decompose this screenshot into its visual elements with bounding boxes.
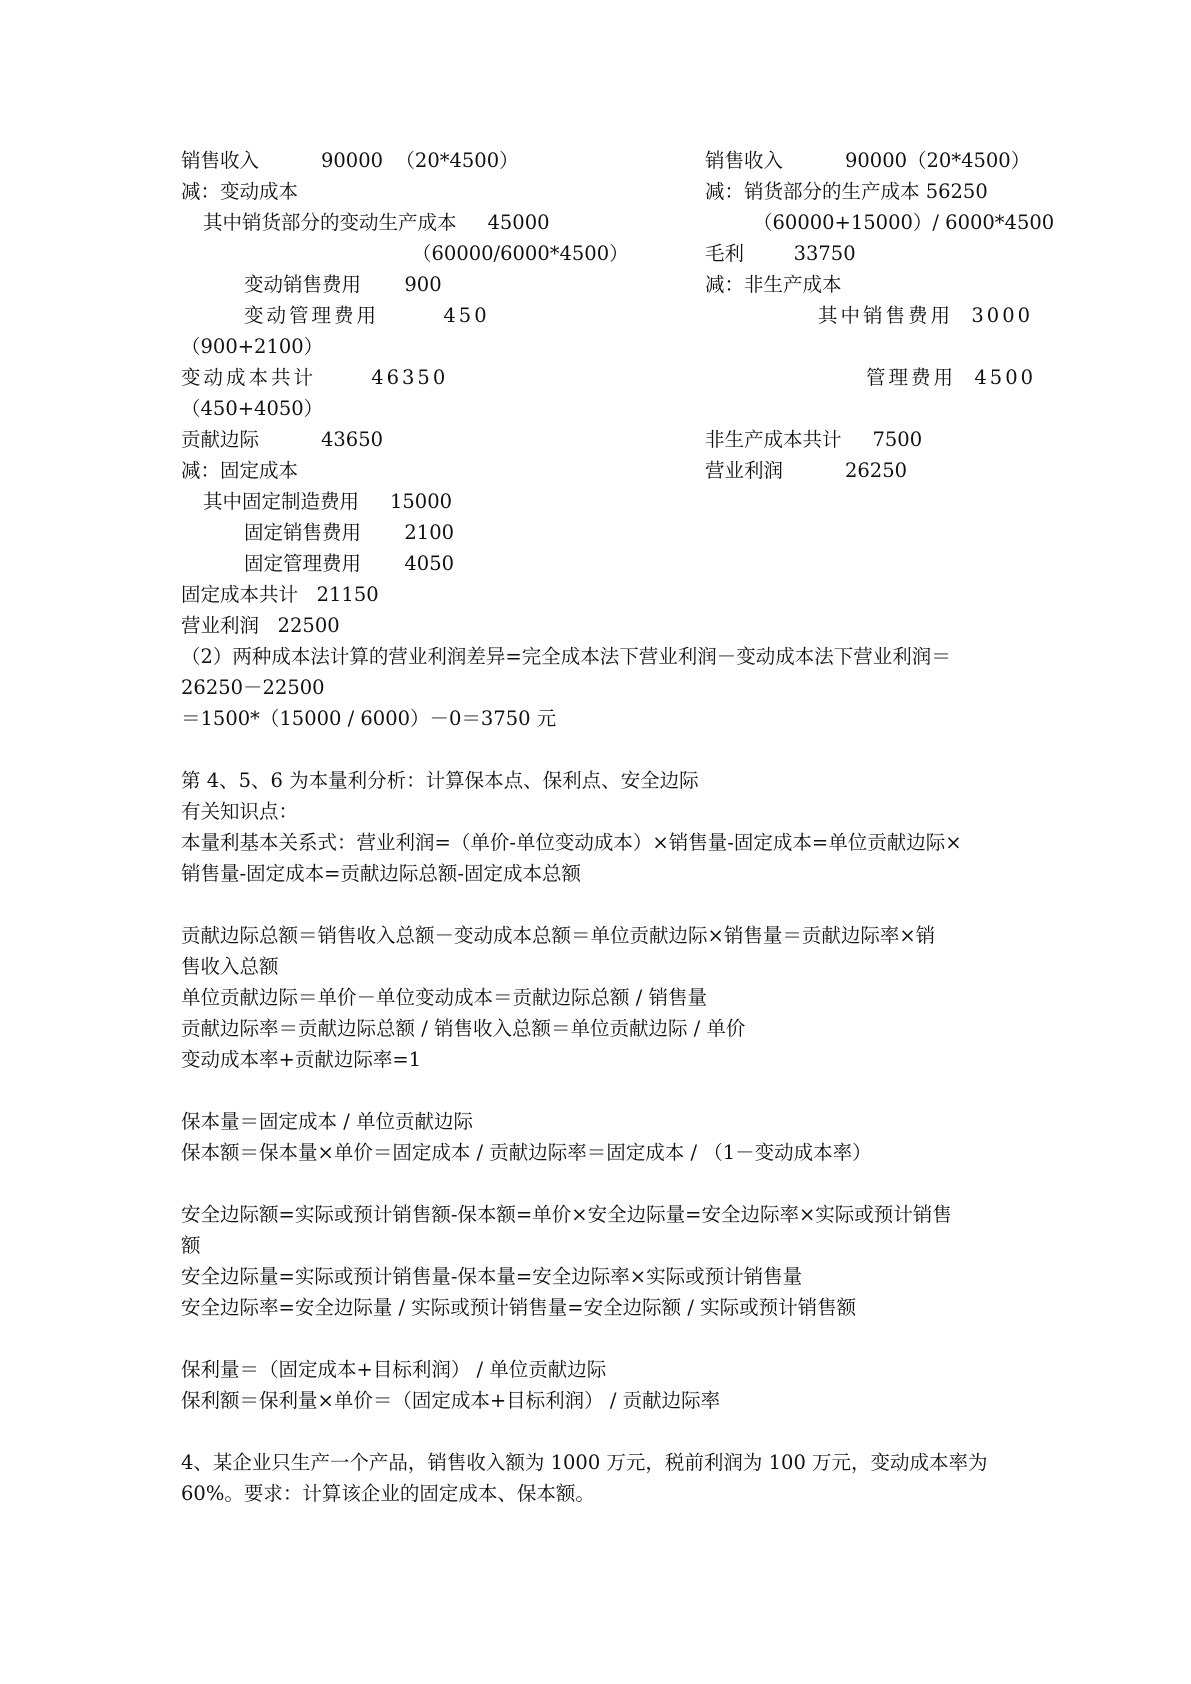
left-line-selling-calc: （900+2100）: [181, 335, 324, 358]
left-line-less-fixed: 减：固定成本: [181, 459, 299, 482]
profit-difference-line-3: ＝1500*（15000 / 6000）－0＝3750 元: [181, 707, 557, 730]
left-line-variable-admin: 变动管理费用 450: [244, 304, 490, 327]
breakeven-amount-formula: 保本额＝保本量×单价＝固定成本 / 贡献边际率＝固定成本 / （1－变动成本率）: [181, 1141, 872, 1164]
left-line-fixed-total: 固定成本共计 21150: [181, 583, 379, 606]
unit-contribution-formula: 单位贡献边际＝单价－单位变动成本＝贡献边际总额 / 销售量: [181, 986, 707, 1009]
left-line-admin-calc: （450+4050）: [181, 397, 324, 420]
right-line-nonproduction-total: 非生产成本共计 7500: [705, 428, 923, 451]
left-line-variable-total: 变动成本共计 46350: [181, 366, 449, 389]
profit-difference-line-2: 26250－22500: [181, 676, 325, 699]
right-line-gross-margin: 毛利 33750: [705, 242, 856, 265]
margin-of-safety-ratio-formula: 安全边际率=安全边际量 / 实际或预计销售量=安全边际额 / 实际或预计销售额: [181, 1296, 857, 1319]
target-profit-amount-formula: 保利额＝保利量×单价＝（固定成本+目标利润） / 贡献边际率: [181, 1389, 721, 1412]
left-line-fixed-admin: 固定管理费用 4050: [244, 552, 455, 575]
left-line-fixed-manufacturing: 其中固定制造费用 15000: [203, 490, 453, 513]
contribution-total-line-2: 售收入总额: [181, 955, 279, 978]
left-line-operating-profit: 营业利润 22500: [181, 614, 340, 637]
right-line-admin-expense: 管理费用 4500: [866, 366, 1037, 389]
left-line-fixed-selling: 固定销售费用 2100: [244, 521, 455, 544]
contribution-total-line-1: 贡献边际总额＝销售收入总额－变动成本总额＝单位贡献边际×销售量＝贡献边际率×销: [181, 924, 936, 947]
knowledge-points-label: 有关知识点：: [181, 800, 299, 823]
left-line-sales: 销售收入 90000 （20*4500）: [181, 149, 519, 172]
margin-of-safety-amount-line-1: 安全边际额=实际或预计销售额-保本额=单价×安全边际量=安全边际率×实际或预计销售: [181, 1203, 952, 1226]
ratio-sum-formula: 变动成本率+贡献边际率=1: [181, 1048, 422, 1071]
left-line-variable-production-calc: （60000/6000*4500）: [412, 242, 629, 265]
section-heading-cvp: 第 4、5、6 为本量利分析：计算保本点、保利点、安全边际: [181, 769, 699, 792]
contribution-ratio-formula: 贡献边际率＝贡献边际总额 / 销售收入总额＝单位贡献边际 / 单价: [181, 1017, 746, 1040]
left-line-contribution: 贡献边际 43650: [181, 428, 384, 451]
target-profit-quantity-formula: 保利量＝（固定成本+目标利润） / 单位贡献边际: [181, 1358, 607, 1381]
exercise-4-line-1: 4、某企业只生产一个产品，销售收入额为 1000 万元，税前利润为 100 万元，变动成本率为: [181, 1451, 988, 1474]
cvp-relation-line-1: 本量利基本关系式：营业利润=（单价-单位变动成本）×销售量-固定成本=单位贡献边际×: [181, 831, 962, 854]
profit-difference-line-1: （2）两种成本法计算的营业利润差异=完全成本法下营业利润－变动成本法下营业利润＝: [181, 645, 951, 668]
exercise-4-line-2: 60%。要求：计算该企业的固定成本、保本额。: [181, 1482, 595, 1505]
right-line-cost-calc: （60000+15000）/ 6000*4500: [753, 211, 1055, 234]
right-line-operating-profit: 营业利润 26250: [705, 459, 908, 482]
cvp-relation-line-2: 销售量-固定成本=贡献边际总额-固定成本总额: [181, 862, 582, 885]
left-line-variable-production: 其中销货部分的变动生产成本 45000: [203, 211, 550, 234]
right-line-less-nonproduction: 减：非生产成本: [705, 273, 842, 296]
right-line-selling-expense: 其中销售费用 3000: [818, 304, 1034, 327]
margin-of-safety-amount-line-2: 额: [181, 1234, 201, 1257]
right-line-sales: 销售收入 90000（20*4500）: [705, 149, 1031, 172]
left-line-less-variable: 减：变动成本: [181, 180, 299, 203]
right-line-cost-of-sales: 减：销货部分的生产成本 56250: [705, 180, 988, 203]
left-line-variable-selling: 变动销售费用 900: [244, 273, 442, 296]
breakeven-quantity-formula: 保本量＝固定成本 / 单位贡献边际: [181, 1110, 473, 1133]
margin-of-safety-quantity-formula: 安全边际量=实际或预计销售量-保本量=安全边际率×实际或预计销售量: [181, 1265, 803, 1288]
